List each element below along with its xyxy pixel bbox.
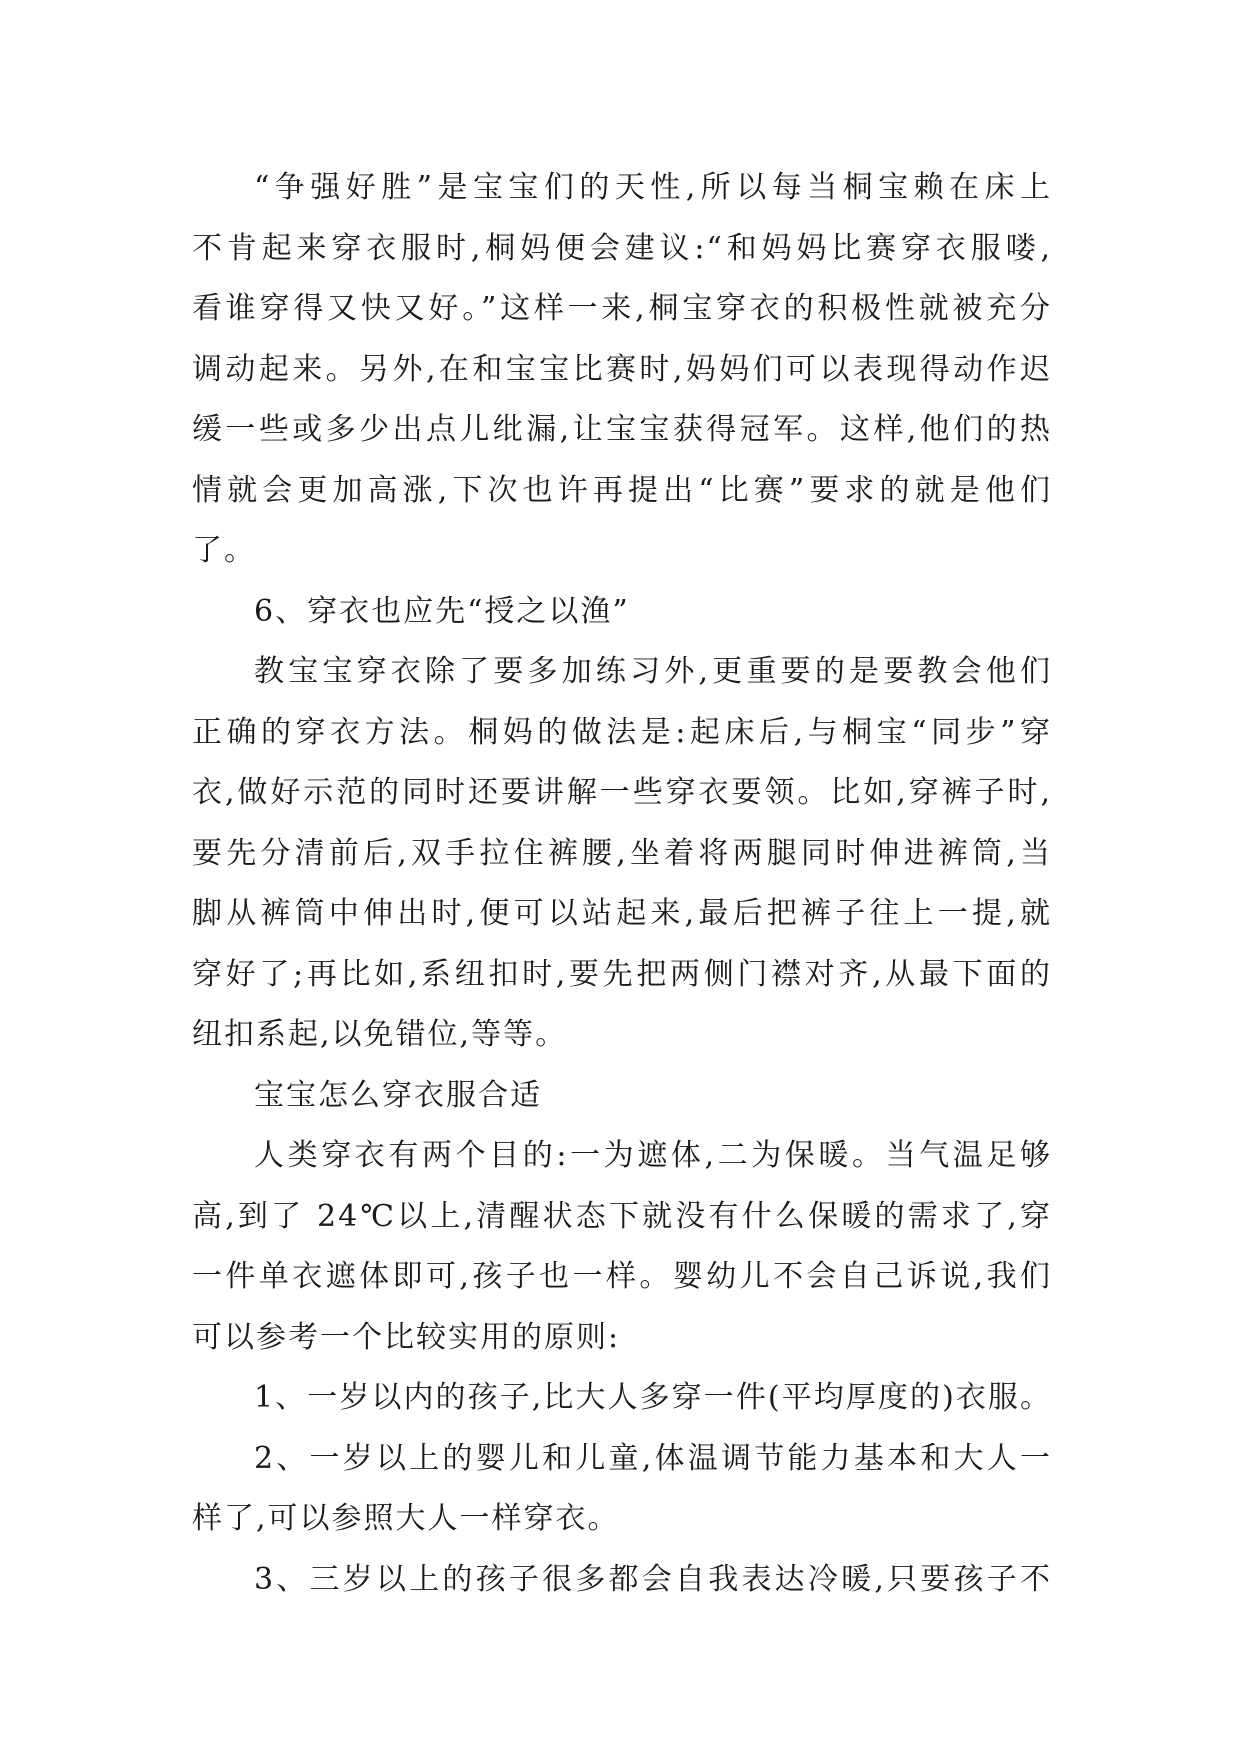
text-line: 了。 [192, 533, 256, 568]
text-line: 看谁穿得又快又好。”这样一来,桐宝穿衣的积极性就被充分 [192, 291, 1052, 326]
text-line: 不肯起来穿衣服时,桐妈便会建议:“和妈妈比赛穿衣服喽, [192, 230, 1052, 266]
text-line: 1、一岁以内的孩子,比大人多穿一件(平均厚度的)衣服。 [254, 1380, 1052, 1415]
text-line: 要先分清前后,双手拉住裤腰,坐着将两腿同时伸进裤筒,当 [192, 835, 1052, 871]
paragraph-purpose [192, 1126, 1052, 1368]
section-heading: 宝宝怎么穿衣服合适 [254, 1077, 542, 1113]
text-line: 3、三岁以上的孩子很多都会自我表达冷暖,只要孩子不 [254, 1561, 1052, 1597]
list-item-1 [192, 1368, 1052, 1429]
text-line: “争强好胜”是宝宝们的天性,所以每当桐宝赖在床上 [254, 170, 1052, 205]
heading-how-to-dress [192, 1066, 1052, 1127]
heading-teach-method [192, 582, 1052, 643]
text-line: 正确的穿衣方法。桐妈的做法是:起床后,与桐宝“同步”穿 [192, 714, 1052, 750]
text-line: 调动起来。另外,在和宝宝比赛时,妈妈们可以表现得动作迟 [192, 351, 1052, 387]
text-line: 人类穿衣有两个目的:一为遮体,二为保暖。当气温足够 [254, 1138, 1052, 1173]
paragraph-competition [192, 158, 1052, 582]
text-line: 穿好了;再比如,系纽扣时,要先把两侧门襟对齐,从最下面的 [192, 956, 1052, 992]
text-line: 一件单衣遮体即可,孩子也一样。婴幼儿不会自己诉说,我们 [192, 1259, 1052, 1294]
text-line: 教宝宝穿衣除了要多加练习外,更重要的是要教会他们 [254, 654, 1052, 689]
text-line: 情就会更加高涨,下次也许再提出“比赛”要求的就是他们 [192, 472, 1052, 508]
text-line: 可以参考一个比较实用的原则: [192, 1319, 621, 1355]
text-line: 缓一些或多少出点儿纰漏,让宝宝获得冠军。这样,他们的热 [192, 412, 1052, 447]
text-line: 纽扣系起,以免错位,等等。 [192, 1017, 568, 1052]
text-line: 样了,可以参照大人一样穿衣。 [192, 1501, 620, 1536]
section-heading: 6、穿衣也应先“授之以渔” [254, 593, 630, 629]
list-item-3 [192, 1550, 1052, 1611]
text-line: 高,到了 24℃以上,清醒状态下就没有什么保暖的需求了,穿 [192, 1198, 1052, 1234]
text-line: 2、一岁以上的婴儿和儿童,体温调节能力基本和大人一 [254, 1440, 1052, 1476]
text-line: 脚从裤筒中伸出时,便可以站起来,最后把裤子往上一提,就 [192, 896, 1052, 931]
paragraph-teach-method [192, 642, 1052, 1066]
document-body [192, 158, 1052, 1610]
text-line: 衣,做好示范的同时还要讲解一些穿衣要领。比如,穿裤子时, [192, 775, 1052, 810]
list-item-2 [192, 1429, 1052, 1550]
